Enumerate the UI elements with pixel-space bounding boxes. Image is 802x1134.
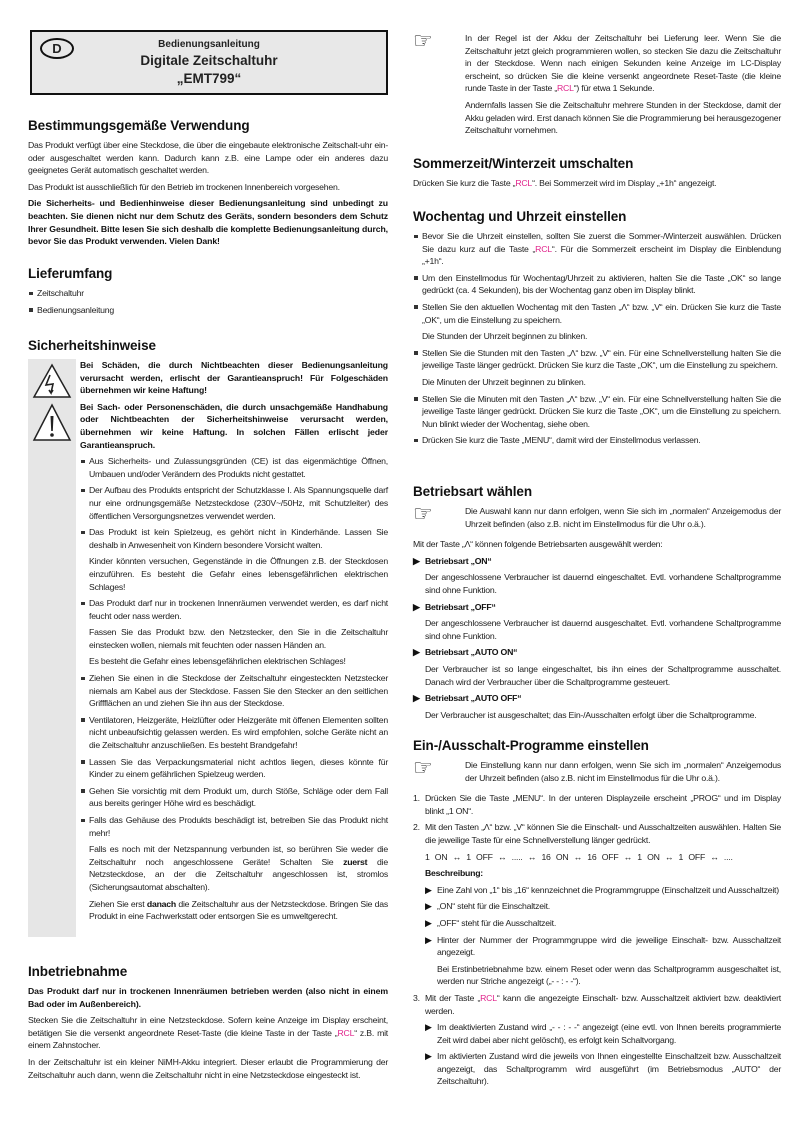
text-run: 1 ON ↔ 1 OFF ↔ ..... ↔ 16 ON ↔ 16 OFF ↔ 1 ON ↔ 1 OFF ↔ .... bbox=[425, 851, 733, 862]
language-badge: D bbox=[40, 38, 74, 59]
text-run: Bei Erstinbetriebnahme bzw. einem Reset oder wenn das Schaltprogramm ausgeschaltet ist, werden nur Striche angezeigt („- - : - -“). bbox=[437, 963, 781, 987]
text-run: Bedienungsanleitung bbox=[37, 304, 114, 315]
text-run: Aus Sicherheits- und Zulassungsgründen (CE) ist das eigenmächtige Öffnen, Umbauen und/oder Verändern des Produkts nicht gestattet. bbox=[89, 456, 388, 479]
text-run: Ventilatoren, Heizgeräte, Heizlüfter oder Heizgeräte mit öffenen Elementen sollten nicht unbeaufsichtig gelassen werden. Es wird empfohlen, solche Geräte nicht an die Zeitschaltuhr anzuschließen. Es besteht Brandgefahr! bbox=[89, 714, 388, 751]
section-weekday-time bbox=[413, 209, 781, 451]
paragraph bbox=[413, 177, 781, 190]
text-run: Wochentag und Uhrzeit einstellen bbox=[413, 209, 627, 224]
warning-icon-column bbox=[28, 359, 76, 937]
text-run: Bestimmungsgemäße Verwendung bbox=[28, 118, 250, 133]
section-scope-of-delivery bbox=[28, 266, 388, 320]
arrow-item-continuation bbox=[425, 963, 781, 988]
document-type: Bedienungsanleitung bbox=[158, 39, 260, 50]
text-run: Ziehen Sie einen in die Steckdose der Zeitschaltuhr eingesteckten Netzstecker niemals am Kabel aus der Steckdose. Fassen Sie den Stecker an den seitlichen Griffflächen an und ziehen Sie ihn aus der Steckdose. bbox=[89, 673, 388, 709]
text-run: Der Verbraucher ist so lange eingeschaltet, bis ihn eines der Schaltprogramme ausschaltet. Danach wird der Verbraucher über die Schaltprogramme gesteuert. bbox=[425, 663, 781, 687]
text-run: “. Bei Sommerzeit wird im Display „+1h“ angezeigt. bbox=[532, 178, 717, 188]
text-run: Betriebsart „ON“ bbox=[425, 555, 492, 566]
list-item bbox=[80, 597, 388, 622]
text-run: „OFF“ steht für die Ausschaltzeit. bbox=[437, 917, 557, 928]
text-run: “ z.B. mit einem Zahnstocher. bbox=[28, 1027, 388, 1051]
text-run: Der Verbraucher ist ausgeschaltet; das Ein-/Ausschalten erfolgt über die Schaltprogramme. bbox=[425, 709, 757, 720]
section-battery-note bbox=[413, 29, 781, 145]
text-run: Sommerzeit/Winterzeit umschalten bbox=[413, 156, 634, 171]
section-heading bbox=[28, 118, 388, 134]
list-item bbox=[80, 756, 388, 781]
note-box bbox=[413, 29, 781, 141]
text-run: Hinter der Nummer der Programmgruppe wird die jeweilige Einschalt- bzw. Ausschaltzeit angezeigt. bbox=[437, 934, 781, 958]
note-box bbox=[413, 756, 781, 788]
list-item-continuation bbox=[413, 376, 781, 389]
list-item bbox=[80, 785, 388, 810]
numbered-step bbox=[413, 821, 781, 846]
high-voltage-warning-icon bbox=[32, 363, 72, 399]
text-run: Mit den Tasten „Λ“ bzw. „V“ können Sie die Einschalt- und Ausschaltzeiten auswählen. Halten Sie die jeweilige Taste für eine Schnellverstellung länger gedrückt. bbox=[425, 822, 781, 845]
text-run: Es besteht die Gefahr eines lebensgefährlichen elektrischen Schlages! bbox=[89, 656, 346, 667]
paragraph bbox=[413, 538, 781, 551]
text-run: Die Sicherheits- und Bedienhinweise dieser Bedienungsanleitung sind unbedingt zu beachten. Sie dienen nicht nur dem Schutz des Geräts, sondern besonders dem Schutz Ihrer Gesundheit. Bitte lesen Sie sich deshalb die komplette Bedienungsanleitung durch, bevor Sie das Produkt verwenden. Vielen Dank! bbox=[28, 198, 388, 247]
step-number: 2. bbox=[413, 822, 420, 833]
operating-mode-label bbox=[413, 646, 781, 659]
text-run: “. Für die Sommerzeit erscheint im Display die Einblendung „+1h“. bbox=[422, 243, 781, 267]
list-item-continuation bbox=[80, 655, 388, 668]
text-run: Die Stunden der Uhrzeit beginnen zu blinken. bbox=[422, 331, 588, 342]
text-run: Drücken Sie kurz die Taste „MENU“, damit wird der Einstellmodus verlassen. bbox=[422, 435, 701, 446]
list-item-continuation bbox=[80, 626, 388, 651]
text-run: danach bbox=[146, 898, 176, 909]
text-run: In der Zeitschaltuhr ist ein kleiner NiMH-Akku integriert. Dieser erlaubt die Programmierung der Zeitschaltuhr auch dann, wenn die Zeitschaltuhr nicht in eine Netzsteckdose eingesteckt ist. bbox=[28, 1056, 388, 1080]
description bbox=[413, 709, 781, 722]
text-run: Falls es noch mit der Netzspannung verbunden ist, so berühren Sie weder die Zeitschaltuhr noch angeschlossene Geräte! Schalten Sie bbox=[89, 844, 388, 867]
arrow-item bbox=[425, 1021, 781, 1046]
description bbox=[413, 571, 781, 596]
note-text bbox=[465, 32, 781, 141]
text-run: die Netzsteckdose, an der die Zeitschaltuhr angeschlossen ist, stromlos (Sicherungsautomat abschalten). bbox=[89, 856, 388, 892]
rcl-key-label: RCL bbox=[480, 992, 497, 1003]
list-item bbox=[80, 484, 388, 522]
text-run: Gehen Sie vorsichtig mit dem Produkt um, durch Stöße, Schläge oder dem Fall aus bereits geringer Höhe wird es beschädigt. bbox=[89, 785, 388, 809]
text-run: Stellen Sie die Stunden mit den Tasten „Λ“ bzw. „V“ ein. Für eine Schnellverstellung halten Sie die jeweilige Taste länger gedrückt. Drücken Sie kurz die Taste „OK“, um die Einstellung zu speichern. bbox=[422, 347, 781, 371]
text-run: Die Auswahl kann nur dann erfolgen, wenn Sie sich im „normalen“ Anzeigemodus der Uhrzeit befinden (also z.B. nicht im Einstellmodus für die Uhr o.ä.). bbox=[465, 506, 781, 529]
text-run: Andernfalls lassen Sie die Zeitschaltuhr mehrere Stunden in der Steckdose, damit der Akku geladen wird. Erst danach können Sie die Programmierung bei herausgezogener Zeitschaltuhr vornehmen. bbox=[465, 99, 781, 136]
text-run: Das Produkt ist ausschließlich für den Betrieb im trockenen Innenbereich vorgesehen. bbox=[28, 181, 340, 192]
section-heading bbox=[413, 738, 781, 754]
list-item bbox=[413, 301, 781, 326]
text-run: die Zeitschaltuhr aus der Netzsteckdose. Bringen Sie das Produkt in eine Fachwerkstatt oder entsorgen Sie es umweltgerecht. bbox=[89, 898, 388, 922]
rcl-key-label: RCL bbox=[535, 243, 552, 254]
pointing-hand-icon: ☞ bbox=[413, 502, 433, 527]
text-run: Betriebsart „AUTO ON“ bbox=[425, 647, 518, 658]
text-run: Der Aufbau des Produkts entspricht der Schutzklasse I. Als Spannungsquelle darf nur eine ordnungsgemäße Netzsteckdose (230V~/50Hz, mit Schutzleiter) des öffentlichen Versorgungsnetzes verwendet werden. bbox=[89, 485, 388, 521]
list-item bbox=[28, 304, 388, 317]
program-sequence bbox=[413, 851, 781, 864]
text-run: Stellen Sie den aktuellen Wochentag mit den Tasten „Λ“ bzw. „V“ ein. Drücken Sie kurz die Taste „OK“, um die Einstellung zu speichern. bbox=[422, 301, 781, 325]
text-run: Eine Zahl von „1“ bis „16“ kennzeichnet die Programmgruppe (Einschaltzeit und Ausschaltzeit) bbox=[437, 884, 779, 895]
text-run: In der Regel ist der Akku der Zeitschaltuhr bei Lieferung leer. Wenn Sie die Zeitschaltuhr jetzt gleich programmieren wollen, so stecken Sie dazu die Zeitschaltuhr in der Steckdose. Wenn nach einigen Sekunden keine Anzeige im LC-Display erscheint, so drücken Sie die kleine versenkt angeordnete Reset-Taste (die kleine runde Taste in der Taste „ bbox=[465, 33, 781, 94]
bold-notice bbox=[28, 197, 388, 247]
safety-content bbox=[76, 359, 388, 937]
step-number: 3. bbox=[413, 992, 420, 1003]
list-item bbox=[80, 526, 388, 551]
description bbox=[413, 663, 781, 688]
text-run: Stecken Sie die Zeitschaltuhr in eine Netzsteckdose. Sofern keine Anzeige im Display erscheint, betätigen Sie die versenkt angeordnete Reset-Taste (die kleine Taste in der Taste „ bbox=[28, 1015, 388, 1038]
note-paragraph bbox=[465, 99, 781, 137]
section-commissioning bbox=[28, 964, 388, 1085]
text-run: Um den Einstellmodus für Wochentag/Uhrzeit zu aktivieren, halten Sie die Taste „OK“ so lange gedrückt (ca. 4 Sekunden), bis der Wochentag ganz oben im Display blinkt. bbox=[422, 272, 781, 296]
text-run: Lieferumfang bbox=[28, 266, 113, 281]
numbered-step bbox=[413, 792, 781, 817]
arrow-item bbox=[425, 917, 781, 930]
text-run: Kinder könnten versuchen, Gegenstände in die Öffnungen z.B. der Steckdosen einzuführen. Es besteht die Gefahr eines lebensgefährlichen elektrischen Schlages! bbox=[89, 556, 388, 592]
text-run: Im aktivierten Zustand wird die jeweils von Ihnen eingestellte Einschaltzeit bzw. Ausschaltzeit angezeigt, das Schaltprogramm wird ausgeführt (im Betriebsmodus „AUTO“ der Zeitschaltuhr). bbox=[437, 1051, 781, 1087]
section-operating-mode bbox=[413, 484, 781, 725]
operating-mode-label bbox=[413, 692, 781, 705]
text-run: Lassen Sie das Verpackungsmaterial nicht achtlos liegen, dieses könnte für Kinder zu einem gefährlichen Spielzeug werden. bbox=[89, 756, 388, 780]
list-item bbox=[413, 393, 781, 431]
text-run: Ziehen Sie erst bbox=[89, 898, 147, 909]
text-run: Stellen Sie die Minuten mit den Tasten „Λ“ bzw. „V“ ein. Für eine Schnellverstellung halten Sie die jeweilige Taste länger gedrückt. Drücken Sie kurz die Taste „OK“, um die Einstellung zu speichern. Nun blinkt wieder der Wochentag, siehe oben. bbox=[422, 393, 781, 429]
text-run: Drücken Sie die Taste „MENU“. In der unteren Displayzeile erscheint „PROG“ und im Display blinkt „1 ON“. bbox=[425, 793, 781, 816]
text-run: Fassen Sie das Produkt bzw. den Netzstecker, den Sie in die Zeitschaltuhr einstecken wollen, niemals mit feuchten oder nassen Händen an. bbox=[89, 627, 388, 650]
text-run: Bevor Sie die Uhrzeit einstellen, sollten Sie zuerst die Sommer-/Winterzeit auswählen. Drücken Sie dazu kurz auf die Taste „ bbox=[422, 231, 781, 254]
description bbox=[413, 617, 781, 642]
paragraph bbox=[28, 139, 388, 177]
note-paragraph bbox=[465, 32, 781, 95]
text-run: Betriebsart wählen bbox=[413, 484, 532, 499]
text-run: Falls das Gehäuse des Produkts beschädigt ist, betreiben Sie das Produkt nicht mehr! bbox=[89, 815, 388, 838]
section-intended-use bbox=[28, 118, 388, 252]
section-heading bbox=[28, 338, 388, 354]
list-item bbox=[413, 434, 781, 447]
text-run: Betriebsart „AUTO OFF“ bbox=[425, 693, 522, 704]
section-heading bbox=[413, 156, 781, 172]
list-item bbox=[80, 714, 388, 752]
step-number: 1. bbox=[413, 793, 420, 804]
list-item-continuation bbox=[413, 330, 781, 343]
text-run: Das Produkt darf nur in trockenen Innenräumen verwendet werden, es darf nicht feucht oder nass werden. bbox=[89, 598, 388, 621]
section-heading bbox=[28, 266, 388, 282]
section-safety bbox=[28, 338, 388, 937]
pointing-hand-icon: ☞ bbox=[413, 756, 433, 781]
rcl-key-label: RCL bbox=[337, 1027, 355, 1038]
note-paragraph bbox=[465, 759, 781, 784]
list-item-continuation bbox=[80, 843, 388, 893]
note-text bbox=[465, 505, 781, 534]
bold-notice bbox=[80, 359, 388, 397]
list-item bbox=[80, 814, 388, 839]
text-run: Bei Schäden, die durch Nichtbeachten dieser Bedienungsanleitung verursacht werden, erlischt der Garantieanspruch! Für Folgeschäden übernehmen wir keine Haftung! bbox=[80, 360, 388, 396]
arrow-item bbox=[425, 934, 781, 959]
arrow-item bbox=[425, 900, 781, 913]
text-run: Sicherheitshinweise bbox=[28, 338, 156, 353]
text-run: Der angeschlossene Verbraucher ist dauernd eingeschaltet. Evtl. vorhandene Schaltprogramme sind ohne Funktion. bbox=[425, 572, 781, 595]
paragraph bbox=[28, 181, 388, 194]
exclamation-warning-icon bbox=[32, 403, 72, 443]
text-run: “ kann die angezeigte Einschalt- bzw. Ausschaltzeit aktiviert bzw. deaktiviert werden. bbox=[425, 992, 782, 1016]
section-programs bbox=[413, 738, 781, 1092]
text-run: „ON“ steht für die Einschaltzeit. bbox=[437, 901, 550, 912]
product-model: „EMT799“ bbox=[176, 71, 242, 86]
section-daylight-saving bbox=[413, 156, 781, 194]
list-item bbox=[28, 287, 388, 300]
paragraph bbox=[28, 1056, 388, 1081]
list-item bbox=[80, 455, 388, 480]
note-text bbox=[465, 759, 781, 788]
text-run: Im deaktivierten Zustand wird „- - : - -“ angezeigt (eine evtl. von Ihnen bereits programmierte Zeit wird dabei aber nicht gelöscht), es erfolgt kein Schaltvorgang. bbox=[437, 1022, 781, 1045]
bold-notice bbox=[28, 985, 388, 1010]
text-run: Mit der Taste „Λ“ können folgende Betriebsarten ausgewählt werden: bbox=[413, 539, 663, 550]
text-run: Ein-/Ausschalt-Programme einstellen bbox=[413, 738, 649, 753]
list-item bbox=[413, 230, 781, 268]
document-title-box bbox=[30, 30, 388, 95]
list-item bbox=[413, 347, 781, 372]
rcl-key-label: RCL bbox=[515, 178, 533, 188]
arrow-item bbox=[425, 884, 781, 897]
paragraph bbox=[28, 1014, 388, 1052]
text-run: Die Minuten der Uhrzeit beginnen zu blinken. bbox=[422, 376, 586, 387]
text-run: Zeitschaltuhr bbox=[37, 288, 84, 298]
text-run: Die Einstellung kann nur dann erfolgen, wenn Sie sich im „normalen“ Anzeigemodus der Uhrzeit befinden (also z.B. nicht im Einstellmodus für die Uhr o.ä.). bbox=[465, 760, 781, 783]
text-run: Das Produkt ist kein Spielzeug, es gehört nicht in Kinderhände. Lassen Sie deshalb in Anwesenheit von Kindern besondere Vorsicht walten. bbox=[89, 527, 388, 550]
text-run: Der angeschlossene Verbraucher ist dauernd ausgeschaltet. Evtl. vorhandene Schaltprogramme sind ohne Funktion. bbox=[425, 618, 781, 641]
description bbox=[413, 867, 781, 880]
arrow-item bbox=[425, 1050, 781, 1088]
text-run: Beschreibung: bbox=[425, 868, 483, 879]
numbered-step bbox=[413, 992, 781, 1017]
text-run: Bei Sach- oder Personenschäden, die durch unsachgemäße Handhabung oder Nichtbeachten der Sicherheitshinweise verursacht werden, übernehmen wir keine Haftung. In solchen Fällen erlischt jeder Garantieanspruch. bbox=[80, 401, 388, 450]
list-item bbox=[413, 272, 781, 297]
pointing-hand-icon: ☞ bbox=[413, 29, 433, 54]
list-item-continuation bbox=[80, 555, 388, 593]
list-item-continuation bbox=[80, 898, 388, 923]
list-item bbox=[80, 672, 388, 710]
note-paragraph bbox=[465, 505, 781, 530]
note-box bbox=[413, 502, 781, 534]
text-run: Drücken Sie kurz die Taste „ bbox=[413, 178, 516, 188]
text-run: Das Produkt darf nur in trockenen Innenräumen betrieben werden (also nicht in einem Bad oder im Außenbereich). bbox=[28, 986, 388, 1009]
operating-mode-label bbox=[413, 555, 781, 568]
section-heading bbox=[28, 964, 388, 980]
text-run: “) für etwa 1 Sekunde. bbox=[573, 83, 655, 94]
text-run: Mit der Taste „ bbox=[425, 992, 481, 1003]
text-run: zuerst bbox=[343, 856, 368, 867]
section-heading bbox=[413, 209, 781, 225]
bold-notice bbox=[80, 401, 388, 451]
rcl-key-label: RCL bbox=[557, 83, 574, 94]
section-heading bbox=[413, 484, 781, 500]
text-run: Betriebsart „OFF“ bbox=[425, 601, 496, 612]
operating-mode-label bbox=[413, 601, 781, 614]
product-name: Digitale Zeitschaltuhr bbox=[140, 53, 278, 68]
safety-panel bbox=[28, 359, 388, 937]
text-run: Das Produkt verfügt über eine Steckdose, die über die eingebaute elektronische Zeitschalt-uhr ein- oder ausgeschaltet werden kann. Dadurch kann z.B. eine Lampe oder ein anderes dazu geeignetes Gerät automatisch geschaltet werden. bbox=[28, 140, 388, 176]
text-run: Inbetriebnahme bbox=[28, 964, 128, 979]
